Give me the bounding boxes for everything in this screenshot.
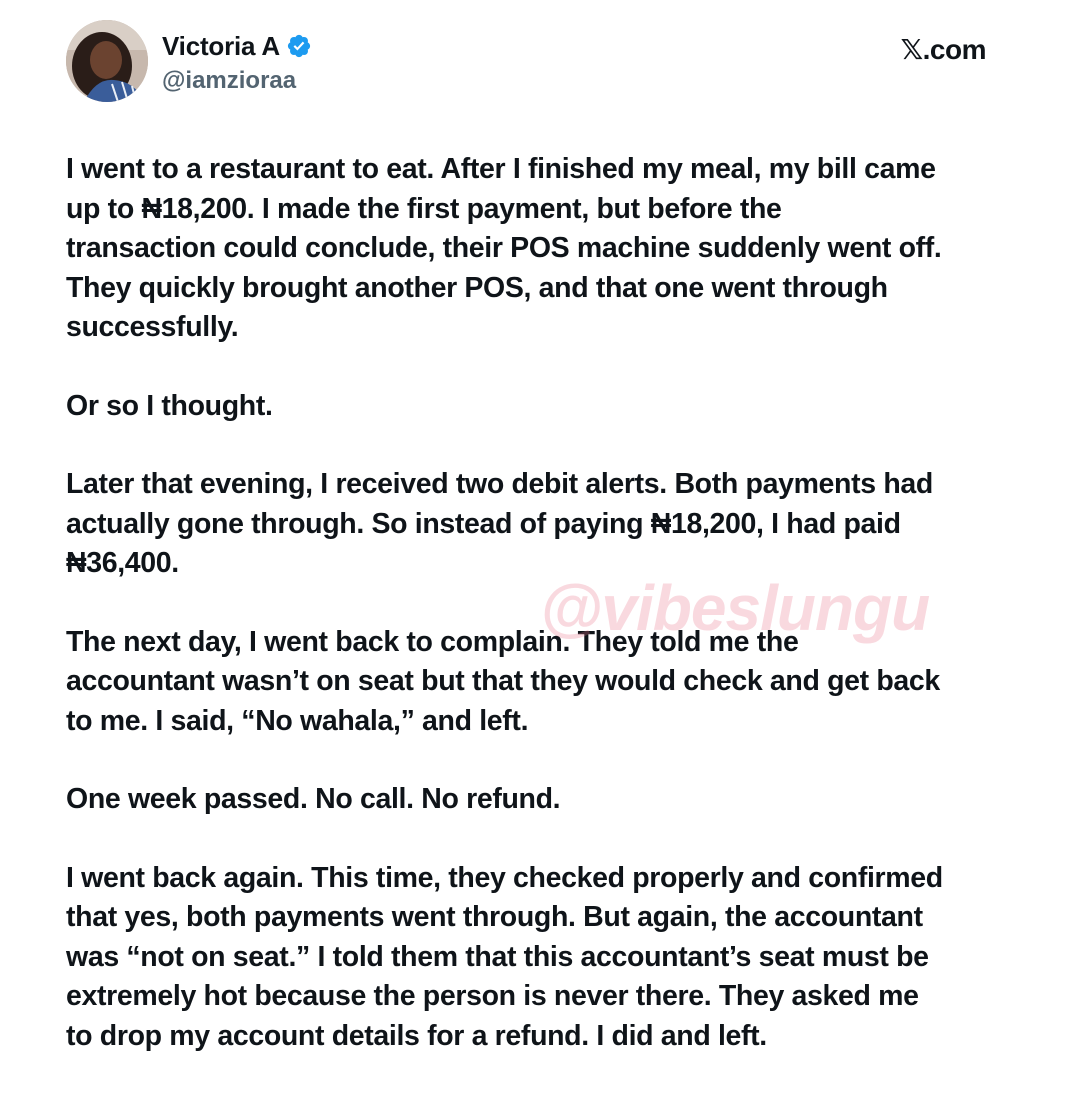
avatar[interactable] [66,20,148,102]
tweet-paragraph-6: I went back again. This time, they checked properly and confirmed that yes, both payments went through. But again, the accountant was “not on seat.” I told them that this accountant’s seat must be extremely hot because the person is never there. They asked me to drop my account details for a refund. I did and left. [66,861,943,1052]
x-logo-site-label: 𝕏.com [900,34,986,65]
watermark: @vibeslungu [540,572,930,644]
tweet-paragraph-4: The next day, I went back to complain. They told me the accountant wasn’t on seat but that they would check and get back to me. I said, “No wahala,” and left. [66,625,940,737]
tweet-paragraph-2: Or so I thought. [66,389,273,422]
handle[interactable]: @iamzioraa [162,67,297,94]
tweet-paragraph-3: Later that evening, I received two debit alerts. Both payments had actually gone through. So instead of paying ₦18,200, I had paid ₦36,400. [66,468,933,579]
verified-badge-icon [286,33,312,59]
tweet-header [66,20,1026,104]
tweet-text [66,150,1026,1095]
avatar-image [66,20,148,102]
tweet-paragraph-5: One week passed. No call. No refund. [66,783,561,815]
tweet-paragraph-1: I went to a restaurant to eat. After I finished my meal, my bill came up to ₦18,200. I made the first payment, but before the transaction could conclude, their POS machine suddenly went off. They quickly brought another POS, and that one went through successfully. [66,153,942,343]
display-name[interactable]: Victoria A [162,31,280,61]
author-info [162,28,312,96]
name-row [162,28,312,64]
